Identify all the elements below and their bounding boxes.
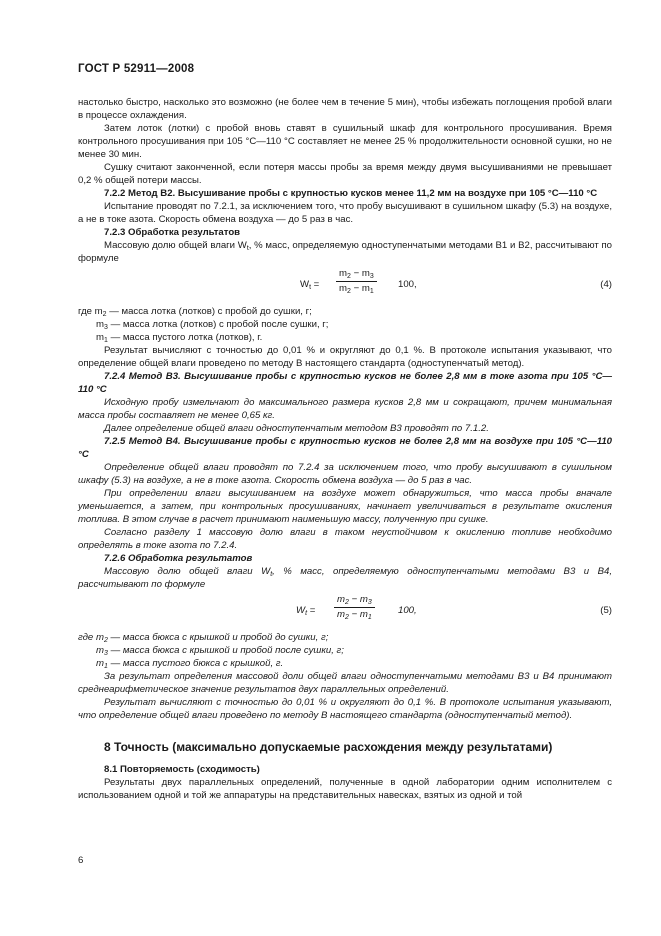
paragraph: Далее определение общей влаги одноступенчатым методом В3 проводят по 7.1.2. <box>104 423 489 434</box>
formula-numerator: $m_2 - m_3$ <box>336 267 377 282</box>
paragraph: Согласно разделу 1 массовую долю влаги в таком неустойчивом к окислению топливе необходимо определять в токе азота по 7.2.4. <box>78 527 612 551</box>
page-content <box>78 96 612 802</box>
section-heading-7-2-5: 7.2.5 Метод В4. Высушивание пробы с крупностью кусков не более 2,8 мм на воздухе при 105 °С—110 °С <box>78 436 612 460</box>
section-heading-7-2-2: 7.2.2 Метод В2. Высушивание пробы с крупностью кусков менее 11,2 мм на воздухе при 105 °С—110 °С <box>104 188 598 199</box>
paragraph: настолько быстро, насколько это возможно (не более чем в течение 5 мин), чтобы избежать поглощения пробой влаги в процессе охлаждения. <box>78 97 612 121</box>
variable-definition: где $m_2$ — масса бюкса с крышкой и пробой до сушки, г; <box>78 632 329 644</box>
paragraph: Массовую долю общей влаги $W_t$, % масс, определяемую одноступенчатыми методами В1 и В2, рассчитывают по формуле <box>78 240 612 264</box>
paragraph: Определение общей влаги проводят по 7.2.4 за исключением того, что пробу высушивают в сушильном шкафу (5.3) на воздухе, а не в токе азота. Скорость обмена воздуха — до 5 раз в час. <box>78 462 612 486</box>
paragraph: Затем лоток (лотки) с пробой вновь ставят в сушильный шкаф для контрольного просушивания. Время контрольного просушивания при 105 °С—110 °С составляет не менее 25 % продолжительности основной сушки, но не менее 30 мин. <box>78 123 612 160</box>
formula-4 <box>78 267 612 303</box>
formula-number: (5) <box>600 605 612 616</box>
variable-definition: $m_3$ — масса бюкса с крышкой и пробой после сушки, г; <box>96 645 344 657</box>
paragraph: Массовую долю общей влаги $W_t$, % масс, определяемую одноступенчатыми методами В3 и В4, рассчитывают по формуле <box>78 566 612 590</box>
formula-number: (4) <box>600 279 612 290</box>
page-number: 6 <box>78 855 84 866</box>
section-heading-7-2-6: 7.2.6 Обработка результатов <box>104 553 253 564</box>
formula-denominator: $m_2 - m_1$ <box>339 283 374 295</box>
variable-definitions <box>78 631 612 670</box>
variable-definitions <box>78 305 612 344</box>
formula-lhs: $W_t$ = <box>296 605 316 617</box>
variable-definition: где $m_2$ — масса лотка (лотков) с пробой до сушки, г; <box>78 306 312 318</box>
paragraph: Испытание проводят по 7.2.1, за исключением того, что пробу высушивают в сушильном шкафу (5.3) на воздухе, а не в токе азота. Скорость обмена воздуха — до 5 раз в час. <box>78 201 612 225</box>
formula-numerator: $m_2 - m_3$ <box>334 593 375 608</box>
variable-definition: $m_3$ — масса лотка (лотков) с пробой после сушки, г; <box>96 319 329 331</box>
formula-fraction <box>336 267 377 296</box>
section-heading-8: 8 Точность (максимально допускаемые расхождения между результатами) <box>104 740 553 754</box>
variable-definition: $m_1$ — масса пустого бюкса с крышкой, г. <box>96 658 284 670</box>
section-heading-8-1: 8.1 Повторяемость (сходимость) <box>104 764 260 775</box>
paragraph: Результат вычисляют с точностью до 0,01 % и округляют до 0,1 %. В протоколе испытания указывают, что определение общей влаги проведено по методу В настоящего стандарта (одноступенчатый метод). <box>78 697 612 721</box>
formula-5 <box>78 593 612 629</box>
paragraph: Результат вычисляют с точностью до 0,01 % и округляют до 0,1 %. В протоколе испытания указывают, что определение общей влаги проведено по методу В настоящего стандарта (одноступенчатый метод). <box>78 345 612 369</box>
paragraph: Исходную пробу измельчают до максимального размера кусков 2,8 мм и сокращают, причем минимальная масса пробы составляет не менее 0,65 кг. <box>78 397 612 421</box>
formula-fraction <box>334 593 375 622</box>
formula-multiplier: 100, <box>398 605 417 616</box>
paragraph: Сушку считают законченной, если потеря массы пробы за время между двумя высушиваниями не превышает 0,2 % общей потери массы. <box>78 162 612 186</box>
section-heading-7-2-3: 7.2.3 Обработка результатов <box>104 227 241 238</box>
paragraph: Результаты двух параллельных определений, полученные в одной лаборатории одним исполнителем с использованием одной и той же аппаратуры на представительных навесках, взятых из одной и той <box>78 777 612 801</box>
formula-lhs: $W_t$ = <box>300 279 320 291</box>
variable-definition: $m_1$ — масса пустого лотка (лотков), г. <box>96 332 263 344</box>
formula-denominator: $m_2 - m_1$ <box>337 609 372 621</box>
section-heading-7-2-4: 7.2.4 Метод В3. Высушивание пробы с крупностью кусков не более 2,8 мм в токе азота при 105 °С—110 °С <box>78 371 612 395</box>
document-header: ГОСТ Р 52911—2008 <box>78 63 195 75</box>
paragraph: За результат определения массовой доли общей влаги одноступенчатыми методами В3 и В4 принимают среднеарифметическое значение результатов двух параллельных определений. <box>78 671 612 695</box>
paragraph: При определении влаги высушиванием на воздухе может обнаружиться, что масса пробы вначале уменьшается, а затем, при контрольных просушиваниях, начинает увеличиваться в результате окисления топлива. В этом случае в расчет принимают наименьшую массу, полученную при сушке. <box>78 488 612 525</box>
formula-multiplier: 100, <box>398 279 417 290</box>
